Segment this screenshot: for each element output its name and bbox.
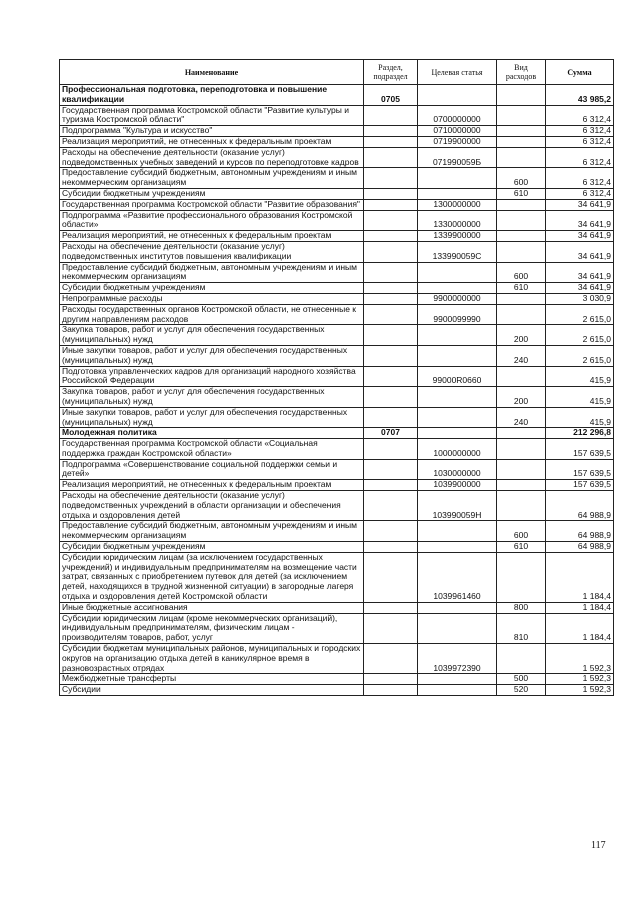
row-target	[418, 674, 497, 685]
row-vr	[497, 552, 546, 602]
row-vr	[497, 459, 546, 480]
row-name: Иные закупки товаров, работ и услуг для обеспечения государственных (муниципальных) нужд	[60, 407, 364, 428]
row-vr	[497, 105, 546, 126]
row-name: Предоставление субсидий бюджетным, автономным учреждениям и иным некоммерческим организациям	[60, 521, 364, 542]
row-sum: 1 184,4	[546, 552, 614, 602]
row-section	[364, 491, 418, 521]
row-name: Непрограммные расходы	[60, 293, 364, 304]
header-sum: Сумма	[546, 60, 614, 85]
header-name: Наименование	[60, 60, 364, 85]
row-target	[418, 283, 497, 294]
row-vr: 500	[497, 674, 546, 685]
row-name: Предоставление субсидий бюджетным, автономным учреждениям и иным некоммерческим организациям	[60, 262, 364, 283]
row-target	[418, 262, 497, 283]
row-section	[364, 231, 418, 242]
header-vr: Вид расходов	[497, 60, 546, 85]
row-section	[364, 345, 418, 366]
table-row	[60, 293, 614, 304]
row-vr	[497, 491, 546, 521]
row-section	[364, 521, 418, 542]
row-vr	[497, 304, 546, 325]
row-section	[364, 126, 418, 137]
row-name: Реализация мероприятий, не отнесенных к федеральным проектам	[60, 136, 364, 147]
row-vr	[497, 644, 546, 674]
row-name: Субсидии бюджетным учреждениям	[60, 188, 364, 199]
row-name: Субсидии юридическим лицам (за исключением государственных учреждений) и индивидуальным предпринимателям на возмещение части затрат, связанных с приобретением путевок для детей (за исключением детей, находящихся в трудной жизненной ситуации) в загородные лагеря отдыха и оздоровления детей Костромской области	[60, 552, 364, 602]
row-sum: 157 639,5	[546, 459, 614, 480]
header-section: Раздел, подраздел	[364, 60, 418, 85]
table-row	[60, 188, 614, 199]
table-row	[60, 168, 614, 189]
table-row	[60, 542, 614, 553]
table-row	[60, 674, 614, 685]
row-sum: 6 312,4	[546, 105, 614, 126]
row-sum: 1 592,3	[546, 644, 614, 674]
row-sum: 415,9	[546, 366, 614, 387]
table-row	[60, 283, 614, 294]
row-target	[418, 407, 497, 428]
row-section	[364, 644, 418, 674]
row-section	[364, 366, 418, 387]
row-sum: 2 615,0	[546, 325, 614, 346]
table-row	[60, 304, 614, 325]
row-target	[418, 345, 497, 366]
row-section	[364, 262, 418, 283]
row-name: Субсидии	[60, 685, 364, 696]
row-sum: 64 988,9	[546, 521, 614, 542]
row-sum: 1 592,3	[546, 685, 614, 696]
row-sum: 6 312,4	[546, 147, 614, 168]
row-section	[364, 293, 418, 304]
row-section: 0705	[364, 85, 418, 106]
table-row	[60, 480, 614, 491]
row-sum: 34 641,9	[546, 199, 614, 210]
row-target	[418, 85, 497, 106]
table-body	[60, 85, 614, 696]
row-target: 0719900000	[418, 136, 497, 147]
row-vr	[497, 231, 546, 242]
row-vr	[497, 85, 546, 106]
row-vr: 240	[497, 407, 546, 428]
row-target: 1330000000	[418, 210, 497, 231]
row-target: 9900099990	[418, 304, 497, 325]
row-target	[418, 168, 497, 189]
row-name: Расходы на обеспечение деятельности (оказание услуг) подведомственных учреждений в области организации и обеспечения отдыха и оздоровления детей	[60, 491, 364, 521]
row-vr	[497, 428, 546, 439]
row-sum: 212 296,8	[546, 428, 614, 439]
row-section	[364, 105, 418, 126]
row-vr: 610	[497, 542, 546, 553]
row-section	[364, 407, 418, 428]
row-vr: 600	[497, 262, 546, 283]
row-sum: 34 641,9	[546, 283, 614, 294]
row-sum: 34 641,9	[546, 231, 614, 242]
table-row	[60, 85, 614, 106]
row-target	[418, 613, 497, 643]
row-vr	[497, 293, 546, 304]
table-row	[60, 407, 614, 428]
row-vr: 600	[497, 168, 546, 189]
table-row	[60, 428, 614, 439]
row-name: Предоставление субсидий бюджетным, автономным учреждениям и иным некоммерческим организациям	[60, 168, 364, 189]
row-sum: 1 592,3	[546, 674, 614, 685]
row-sum: 3 030,9	[546, 293, 614, 304]
row-name: Закупка товаров, работ и услуг для обеспечения государственных (муниципальных) нужд	[60, 387, 364, 408]
row-target	[418, 428, 497, 439]
row-section	[364, 542, 418, 553]
row-target: 103990059Н	[418, 491, 497, 521]
row-section	[364, 325, 418, 346]
row-section	[364, 387, 418, 408]
table-row	[60, 105, 614, 126]
row-name: Расходы на обеспечение деятельности (оказание услуг) подведомственных институтов повышения квалификации	[60, 241, 364, 262]
row-target: 1000000000	[418, 439, 497, 460]
row-sum: 6 312,4	[546, 188, 614, 199]
row-target	[418, 602, 497, 613]
row-target: 0700000000	[418, 105, 497, 126]
row-vr	[497, 480, 546, 491]
row-sum: 6 312,4	[546, 136, 614, 147]
row-name: Иные закупки товаров, работ и услуг для обеспечения государственных (муниципальных) нужд	[60, 345, 364, 366]
row-name: Профессиональная подготовка, переподготовка и повышение квалификации	[60, 85, 364, 106]
row-sum: 1 184,4	[546, 613, 614, 643]
row-target	[418, 521, 497, 542]
row-section	[364, 199, 418, 210]
table-row	[60, 685, 614, 696]
budget-table	[59, 59, 614, 696]
row-vr: 610	[497, 188, 546, 199]
table-row	[60, 439, 614, 460]
table-row	[60, 521, 614, 542]
row-target	[418, 685, 497, 696]
row-name: Подготовка управленческих кадров для организаций народного хозяйства Российской Федерации	[60, 366, 364, 387]
row-sum: 1 184,4	[546, 602, 614, 613]
row-name: Реализация мероприятий, не отнесенных к федеральным проектам	[60, 231, 364, 242]
row-sum: 43 985,2	[546, 85, 614, 106]
row-section	[364, 613, 418, 643]
row-sum: 157 639,5	[546, 439, 614, 460]
table-row	[60, 199, 614, 210]
row-target	[418, 387, 497, 408]
row-vr: 520	[497, 685, 546, 696]
row-sum: 157 639,5	[546, 480, 614, 491]
row-target	[418, 542, 497, 553]
row-section	[364, 480, 418, 491]
row-vr	[497, 439, 546, 460]
row-section	[364, 674, 418, 685]
table-row	[60, 491, 614, 521]
table-row	[60, 345, 614, 366]
row-target: 0710000000	[418, 126, 497, 137]
row-name: Подпрограмма «Развитие профессионального образования Костромской области»	[60, 210, 364, 231]
row-name: Субсидии бюджетам муниципальных районов, муниципальных и городских округов на организацию отдыха детей в каникулярное время в разновозрастных отрядах	[60, 644, 364, 674]
row-sum: 64 988,9	[546, 542, 614, 553]
table-row	[60, 210, 614, 231]
row-section	[364, 210, 418, 231]
row-vr: 610	[497, 283, 546, 294]
table-row	[60, 613, 614, 643]
row-name: Реализация мероприятий, не отнесенных к федеральным проектам	[60, 480, 364, 491]
row-vr	[497, 126, 546, 137]
table-row	[60, 459, 614, 480]
row-sum: 34 641,9	[546, 210, 614, 231]
row-name: Подпрограмма «Совершенствование социальной поддержки семьи и детей»	[60, 459, 364, 480]
row-vr: 800	[497, 602, 546, 613]
row-section	[364, 304, 418, 325]
header-target: Целевая статья	[418, 60, 497, 85]
table-row	[60, 126, 614, 137]
row-sum: 2 615,0	[546, 304, 614, 325]
row-vr	[497, 210, 546, 231]
table-row	[60, 644, 614, 674]
row-target: 133990059С	[418, 241, 497, 262]
row-section	[364, 147, 418, 168]
row-name: Межбюджетные трансферты	[60, 674, 364, 685]
row-name: Закупка товаров, работ и услуг для обеспечения государственных (муниципальных) нужд	[60, 325, 364, 346]
table-row	[60, 262, 614, 283]
row-sum: 6 312,4	[546, 126, 614, 137]
row-vr: 600	[497, 521, 546, 542]
row-target: 071990059Б	[418, 147, 497, 168]
page-number: 117	[591, 840, 606, 851]
row-section	[364, 283, 418, 294]
row-vr	[497, 147, 546, 168]
table-row	[60, 325, 614, 346]
row-vr	[497, 366, 546, 387]
row-sum: 2 615,0	[546, 345, 614, 366]
table-header-row	[60, 60, 614, 85]
row-sum: 64 988,9	[546, 491, 614, 521]
row-name: Расходы государственных органов Костромской области, не отнесенные к другим направлениям расходов	[60, 304, 364, 325]
row-vr	[497, 199, 546, 210]
row-sum: 415,9	[546, 387, 614, 408]
table-row	[60, 136, 614, 147]
row-sum: 6 312,4	[546, 168, 614, 189]
row-target: 1039900000	[418, 480, 497, 491]
row-section: 0707	[364, 428, 418, 439]
row-target: 1039972390	[418, 644, 497, 674]
row-vr: 200	[497, 325, 546, 346]
row-section	[364, 241, 418, 262]
row-target: 1030000000	[418, 459, 497, 480]
table-row	[60, 366, 614, 387]
row-target	[418, 188, 497, 199]
row-name: Молодежная политика	[60, 428, 364, 439]
row-target: 9900000000	[418, 293, 497, 304]
row-target	[418, 325, 497, 346]
table-row	[60, 387, 614, 408]
table-row	[60, 231, 614, 242]
row-section	[364, 188, 418, 199]
row-name: Субсидии бюджетным учреждениям	[60, 542, 364, 553]
row-target: 99000R0660	[418, 366, 497, 387]
row-vr: 200	[497, 387, 546, 408]
row-vr	[497, 241, 546, 262]
table-row	[60, 602, 614, 613]
table-row	[60, 147, 614, 168]
row-name: Субсидии юридическим лицам (кроме некоммерческих организаций), индивидуальным предпринимателям, физическим лицам - производителям товаров, работ, услуг	[60, 613, 364, 643]
row-target: 1339900000	[418, 231, 497, 242]
row-section	[364, 685, 418, 696]
row-name: Государственная программа Костромской области «Социальная поддержка граждан Костромской области»	[60, 439, 364, 460]
row-name: Иные бюджетные ассигнования	[60, 602, 364, 613]
row-name: Государственная программа Костромской области "Развитие культуры и туризма Костромской области"	[60, 105, 364, 126]
row-sum: 34 641,9	[546, 241, 614, 262]
row-name: Расходы на обеспечение деятельности (оказание услуг) подведомственных учебных заведений и курсов по переподготовке кадров	[60, 147, 364, 168]
row-vr: 240	[497, 345, 546, 366]
row-section	[364, 136, 418, 147]
row-sum: 34 641,9	[546, 262, 614, 283]
row-section	[364, 168, 418, 189]
table-row	[60, 241, 614, 262]
row-vr	[497, 136, 546, 147]
row-vr: 810	[497, 613, 546, 643]
table-row	[60, 552, 614, 602]
row-sum: 415,9	[546, 407, 614, 428]
row-section	[364, 459, 418, 480]
row-target: 1039961460	[418, 552, 497, 602]
row-name: Подпрограмма "Культура и искусство"	[60, 126, 364, 137]
row-target: 1300000000	[418, 199, 497, 210]
row-name: Государственная программа Костромской области "Развитие образования"	[60, 199, 364, 210]
row-section	[364, 439, 418, 460]
row-section	[364, 552, 418, 602]
row-name: Субсидии бюджетным учреждениям	[60, 283, 364, 294]
row-section	[364, 602, 418, 613]
